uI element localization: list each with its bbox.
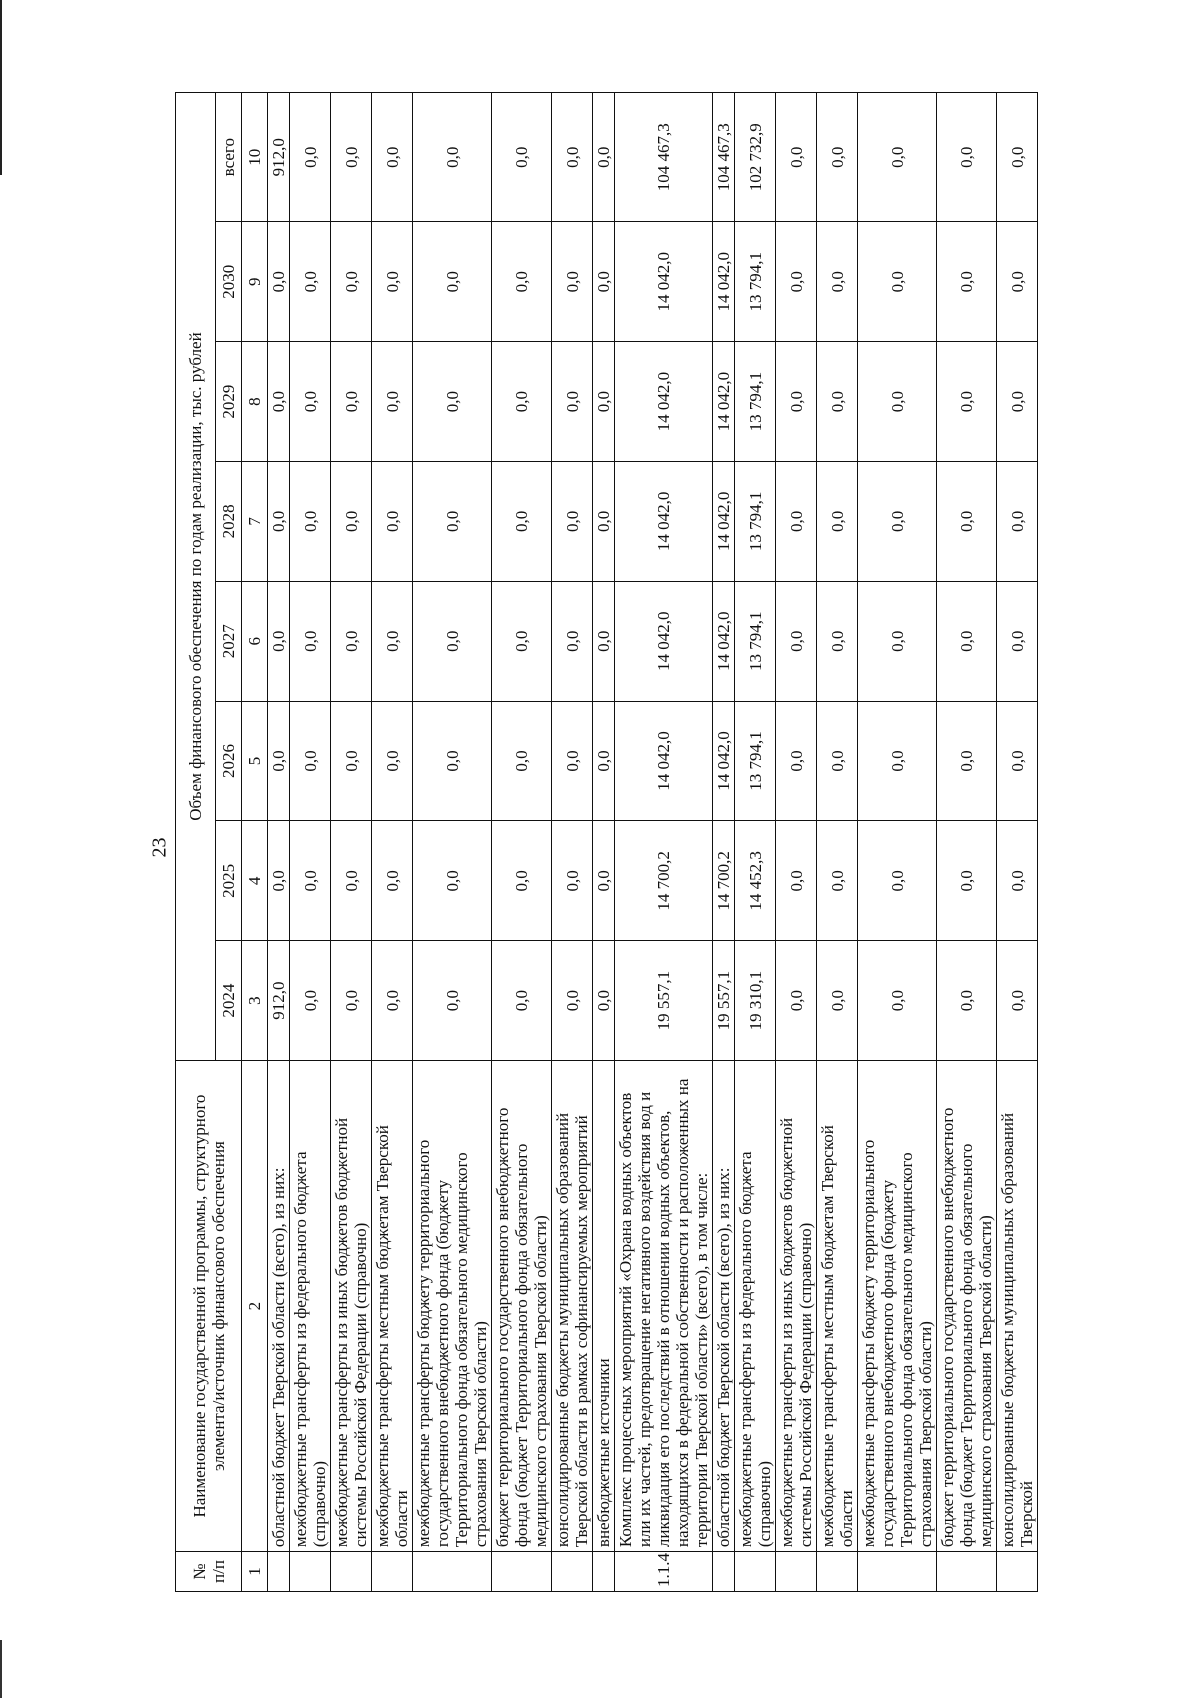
row-value: 0,0 — [372, 342, 413, 462]
row-value: 0,0 — [372, 93, 413, 222]
row-value: 912,0 — [268, 93, 290, 222]
row-value: 0,0 — [776, 821, 817, 941]
row-value: 0,0 — [858, 461, 937, 581]
row-number: 1.1.4 — [615, 1552, 713, 1592]
row-value: 0,0 — [331, 941, 372, 1061]
row-value: 0,0 — [997, 93, 1038, 222]
row-name: бюджет территориального государственного внебюджетного фонда (бюджет Территориального фонда обязательного медицинского страхования Тверской области) — [937, 1061, 997, 1552]
column-index: 2 — [242, 1061, 268, 1552]
scan-edge-mark — [0, 1640, 2, 1698]
row-value: 0,0 — [593, 941, 615, 1061]
header-year: 2030 — [216, 222, 242, 342]
table-row — [372, 93, 413, 1592]
row-value: 0,0 — [997, 941, 1038, 1061]
row-number — [858, 1552, 937, 1592]
table-row — [713, 93, 735, 1592]
header-year: 2027 — [216, 581, 242, 701]
row-value: 19 310,1 — [735, 941, 776, 1061]
table-row — [817, 93, 858, 1592]
row-value: 0,0 — [776, 342, 817, 462]
row-name: межбюджетные трансферты из иных бюджетов бюджетной системы Российской Федерации (справочно) — [331, 1061, 372, 1552]
table-row — [858, 93, 937, 1592]
column-index: 7 — [242, 461, 268, 581]
row-value: 0,0 — [776, 701, 817, 821]
row-value: 0,0 — [776, 222, 817, 342]
table-row — [492, 93, 552, 1592]
row-value: 0,0 — [331, 701, 372, 821]
row-name: межбюджетные трансферты бюджету территориального государственного внебюджетного фонда (бюджету Территориального фонда обязательного медицинского страхования Тверской области) — [413, 1061, 492, 1552]
row-value: 0,0 — [268, 581, 290, 701]
row-value: 13 794,1 — [735, 581, 776, 701]
row-value: 0,0 — [331, 93, 372, 222]
table-row — [776, 93, 817, 1592]
row-value: 0,0 — [997, 342, 1038, 462]
row-value: 0,0 — [492, 941, 552, 1061]
row-value: 0,0 — [372, 461, 413, 581]
column-index: 3 — [242, 941, 268, 1061]
row-value: 104 467,3 — [713, 93, 735, 222]
row-number — [331, 1552, 372, 1592]
row-value: 0,0 — [552, 581, 593, 701]
row-value: 0,0 — [413, 461, 492, 581]
row-value: 0,0 — [290, 461, 331, 581]
row-value: 0,0 — [372, 701, 413, 821]
row-value: 0,0 — [413, 342, 492, 462]
table-row — [593, 93, 615, 1592]
row-value: 0,0 — [937, 342, 997, 462]
table-row — [937, 93, 997, 1592]
row-value: 0,0 — [290, 342, 331, 462]
row-value: 14 042,0 — [615, 342, 713, 462]
row-value: 0,0 — [413, 581, 492, 701]
row-value: 0,0 — [268, 461, 290, 581]
row-value: 0,0 — [858, 222, 937, 342]
row-value: 0,0 — [937, 821, 997, 941]
row-value: 14 042,0 — [713, 222, 735, 342]
row-value: 0,0 — [817, 701, 858, 821]
row-number — [492, 1552, 552, 1592]
row-value: 0,0 — [776, 461, 817, 581]
row-value: 0,0 — [372, 821, 413, 941]
table-row — [997, 93, 1038, 1592]
row-value: 0,0 — [593, 93, 615, 222]
row-value: 0,0 — [492, 93, 552, 222]
row-value: 14 042,0 — [615, 461, 713, 581]
row-value: 0,0 — [413, 222, 492, 342]
row-value: 0,0 — [552, 342, 593, 462]
row-value: 19 557,1 — [713, 941, 735, 1061]
table-row — [290, 93, 331, 1592]
row-value: 0,0 — [290, 581, 331, 701]
header-year: 2024 — [216, 941, 242, 1061]
row-number — [937, 1552, 997, 1592]
row-value: 0,0 — [937, 701, 997, 821]
row-number — [413, 1552, 492, 1592]
column-index: 1 — [242, 1552, 268, 1592]
financing-table — [175, 92, 1038, 1592]
row-value: 0,0 — [817, 342, 858, 462]
row-value: 0,0 — [593, 821, 615, 941]
page-number: 23 — [148, 837, 171, 858]
row-value: 0,0 — [937, 941, 997, 1061]
row-value: 14 042,0 — [615, 581, 713, 701]
row-value: 13 794,1 — [735, 461, 776, 581]
row-value: 102 732,9 — [735, 93, 776, 222]
row-value: 0,0 — [593, 342, 615, 462]
row-number — [713, 1552, 735, 1592]
row-value: 0,0 — [492, 821, 552, 941]
rotated-table-container — [175, 92, 1050, 1592]
header-num: № п/п — [176, 1552, 242, 1592]
row-name: областной бюджет Тверской области (всего), из них: — [268, 1061, 290, 1552]
row-name: консолидированные бюджеты муниципальных образований Тверской — [997, 1061, 1038, 1552]
row-value: 0,0 — [268, 821, 290, 941]
row-name: Комплекс процессных мероприятий «Охрана водных объектов или их частей, предотвращение негативного воздействия вод и ликвидация его последствий в отношении водных объектов, находящихся в федеральной собственности и расположенных на территории Тверской области» (всего), в том числе: — [615, 1061, 713, 1552]
row-value: 0,0 — [290, 941, 331, 1061]
row-value: 14 042,0 — [615, 701, 713, 821]
row-value: 14 042,0 — [713, 461, 735, 581]
table-row — [331, 93, 372, 1592]
row-value: 0,0 — [552, 701, 593, 821]
row-value: 0,0 — [858, 941, 937, 1061]
row-value: 0,0 — [817, 222, 858, 342]
row-value: 0,0 — [331, 342, 372, 462]
header-name: Наименование государственной программы, структурного элемента/источник финансового обеспечения — [176, 1061, 242, 1552]
row-value: 14 452,3 — [735, 821, 776, 941]
row-value: 0,0 — [593, 581, 615, 701]
row-value: 0,0 — [858, 342, 937, 462]
row-name: межбюджетные трансферты местным бюджетам Тверской области — [372, 1061, 413, 1552]
header-year: 2028 — [216, 461, 242, 581]
row-value: 0,0 — [492, 342, 552, 462]
row-value: 0,0 — [372, 941, 413, 1061]
row-value: 0,0 — [331, 222, 372, 342]
row-value: 19 557,1 — [615, 941, 713, 1061]
row-value: 0,0 — [552, 222, 593, 342]
column-index: 6 — [242, 581, 268, 701]
table-row — [615, 93, 713, 1592]
row-value: 0,0 — [997, 821, 1038, 941]
row-value: 0,0 — [290, 821, 331, 941]
row-value: 0,0 — [937, 222, 997, 342]
row-value: 0,0 — [413, 941, 492, 1061]
row-value: 0,0 — [552, 93, 593, 222]
row-value: 0,0 — [413, 821, 492, 941]
row-number — [735, 1552, 776, 1592]
row-value: 0,0 — [593, 701, 615, 821]
row-value: 0,0 — [372, 222, 413, 342]
row-name: областной бюджет Тверской области (всего), из них: — [713, 1061, 735, 1552]
row-value: 0,0 — [997, 581, 1038, 701]
header-year: 2026 — [216, 701, 242, 821]
row-name: межбюджетные трансферты из федерального бюджета (справочно) — [290, 1061, 331, 1552]
scan-edge-mark — [0, 0, 2, 175]
row-value: 0,0 — [290, 93, 331, 222]
row-value: 0,0 — [997, 461, 1038, 581]
row-value: 0,0 — [552, 941, 593, 1061]
row-number — [817, 1552, 858, 1592]
row-value: 0,0 — [492, 581, 552, 701]
row-value: 0,0 — [268, 342, 290, 462]
row-value: 0,0 — [817, 93, 858, 222]
row-value: 13 794,1 — [735, 342, 776, 462]
table-row — [413, 93, 492, 1592]
row-value: 0,0 — [858, 93, 937, 222]
row-value: 0,0 — [593, 222, 615, 342]
row-value: 0,0 — [776, 581, 817, 701]
row-value: 0,0 — [858, 581, 937, 701]
row-value: 0,0 — [372, 581, 413, 701]
row-value: 0,0 — [997, 222, 1038, 342]
header-year: 2029 — [216, 342, 242, 462]
row-value: 14 042,0 — [713, 701, 735, 821]
row-number — [290, 1552, 331, 1592]
row-value: 104 467,3 — [615, 93, 713, 222]
row-value: 14 042,0 — [713, 581, 735, 701]
row-value: 0,0 — [776, 941, 817, 1061]
row-value: 0,0 — [552, 821, 593, 941]
row-value: 0,0 — [268, 222, 290, 342]
row-number — [268, 1552, 290, 1592]
row-value: 14 042,0 — [713, 342, 735, 462]
column-index: 8 — [242, 342, 268, 462]
row-number — [552, 1552, 593, 1592]
row-value: 0,0 — [413, 701, 492, 821]
row-value: 0,0 — [858, 701, 937, 821]
row-value: 0,0 — [268, 701, 290, 821]
row-value: 0,0 — [593, 461, 615, 581]
column-index: 5 — [242, 701, 268, 821]
row-value: 0,0 — [290, 222, 331, 342]
row-value: 0,0 — [331, 581, 372, 701]
row-name: внебюджетные источники — [593, 1061, 615, 1552]
row-value: 13 794,1 — [735, 222, 776, 342]
row-name: межбюджетные трансферты бюджету территориального государственного внебюджетного фонда (бюджету Территориального фонда обязательного медицинского страхования Тверской области) — [858, 1061, 937, 1552]
row-value: 0,0 — [858, 821, 937, 941]
row-name: межбюджетные трансферты местным бюджетам Тверской области — [817, 1061, 858, 1552]
row-value: 0,0 — [331, 821, 372, 941]
row-value: 0,0 — [997, 701, 1038, 821]
row-value: 0,0 — [331, 461, 372, 581]
row-value: 14 700,2 — [713, 821, 735, 941]
column-index: 9 — [242, 222, 268, 342]
row-value: 0,0 — [817, 941, 858, 1061]
row-name: консолидированные бюджеты муниципальных образований Тверской области в рамках софинансируемых мероприятий — [552, 1061, 593, 1552]
column-index: 4 — [242, 821, 268, 941]
row-value: 0,0 — [817, 581, 858, 701]
header-volume: Объем финансового обеспечения по годам реализации, тыс. рублей — [176, 93, 216, 1061]
table-row — [735, 93, 776, 1592]
row-value: 0,0 — [413, 93, 492, 222]
row-value: 0,0 — [817, 821, 858, 941]
row-value: 0,0 — [937, 461, 997, 581]
header-year: 2025 — [216, 821, 242, 941]
row-value: 0,0 — [937, 581, 997, 701]
row-value: 0,0 — [492, 461, 552, 581]
row-value: 0,0 — [817, 461, 858, 581]
row-name: бюджет территориального государственного внебюджетного фонда (бюджет Территориального фонда обязательного медицинского страхования Тверской области) — [492, 1061, 552, 1552]
row-value: 13 794,1 — [735, 701, 776, 821]
row-number — [776, 1552, 817, 1592]
row-number — [372, 1552, 413, 1592]
row-number — [593, 1552, 615, 1592]
row-value: 14 700,2 — [615, 821, 713, 941]
row-name: межбюджетные трансферты из федерального бюджета (справочно) — [735, 1061, 776, 1552]
row-value: 0,0 — [937, 93, 997, 222]
header-year: всего — [216, 93, 242, 222]
table-row — [552, 93, 593, 1592]
row-value: 0,0 — [492, 701, 552, 821]
row-number — [997, 1552, 1038, 1592]
row-name: межбюджетные трансферты из иных бюджетов бюджетной системы Российской Федерации (справочно) — [776, 1061, 817, 1552]
row-value: 14 042,0 — [615, 222, 713, 342]
row-value: 0,0 — [492, 222, 552, 342]
column-index: 10 — [242, 93, 268, 222]
table-row — [268, 93, 290, 1592]
row-value: 912,0 — [268, 941, 290, 1061]
row-value: 0,0 — [552, 461, 593, 581]
row-value: 0,0 — [290, 701, 331, 821]
row-value: 0,0 — [776, 93, 817, 222]
